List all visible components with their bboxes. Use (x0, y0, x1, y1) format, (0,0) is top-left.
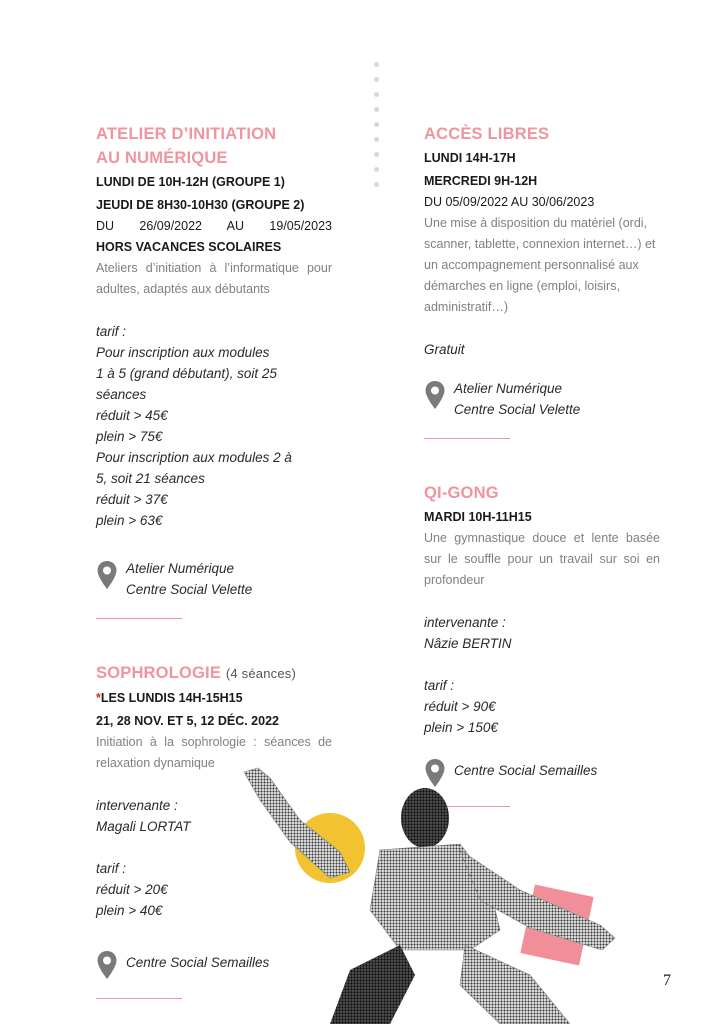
location-text (454, 378, 580, 420)
tarif-line: plein > 63€ (96, 513, 163, 528)
tarif-block (424, 675, 660, 738)
tarif-line: tarif : (424, 678, 455, 693)
tarif-line: réduit > 20€ (96, 882, 168, 897)
atelier-numerique-section (96, 122, 332, 619)
section-title: ACCÈS LIBRES (424, 125, 550, 143)
section-title (96, 661, 332, 686)
location-text: Centre Social Semailles (126, 955, 270, 970)
tarif-line: réduit > 37€ (96, 492, 168, 507)
qi-gong-section (424, 481, 660, 807)
schedule (424, 148, 660, 192)
tarif-line: 5, soit 21 séances (96, 471, 205, 486)
title-line: ATELIER D’INITIATION (96, 125, 277, 143)
tarif-line: plein > 40€ (96, 903, 163, 918)
separator (424, 438, 510, 439)
schedule (96, 688, 332, 732)
intervenante-label: intervenante : (96, 798, 178, 813)
intervenante-label: intervenante : (424, 615, 506, 630)
location-text (126, 558, 252, 600)
tarif-line: tarif : (96, 861, 127, 876)
description: Une gymnastique douce et lente basée sur le souffle pour un travail sur soi en profondeur (424, 531, 660, 587)
description: Ateliers d’initiation à l’informatique pour adultes, adaptés aux débutants (96, 261, 332, 296)
location-line: Centre Social Velette (126, 582, 253, 597)
location-line: Atelier Numérique (454, 381, 563, 396)
date-range: DU 26/09/2022 AU 19/05/2023 (96, 219, 332, 233)
hors-vacances: HORS VACANCES SCOLAIRES (96, 240, 282, 254)
map-pin-icon (96, 950, 118, 980)
description: Initiation à la sophrologie : séances de relaxation dynamique (96, 735, 332, 770)
tarif-line: réduit > 90€ (424, 699, 496, 714)
description: Une mise à disposition du matériel (ordi, scanner, tablette, connexion internet…) et un accompagnement personnalisé aux démarches en ligne (emploi, loisirs, administratif…) (424, 216, 656, 314)
acces-libres-section (424, 122, 660, 439)
intervenante-name: Magali LORTAT (96, 819, 191, 834)
map-pin-icon (96, 560, 118, 590)
schedule: MARDI 10H-11H15 (424, 510, 532, 524)
schedule (96, 172, 332, 216)
section-title: QI-GONG (424, 484, 499, 502)
price: Gratuit (424, 342, 465, 357)
schedule-line: JEUDI DE 8H30-10H30 (GROUPE 2) (96, 198, 305, 212)
location (424, 378, 660, 420)
decorative-dots (374, 62, 380, 197)
tarif-block (96, 321, 332, 531)
tarif-line: plein > 150€ (424, 720, 498, 735)
date-range: DU 05/09/2022 AU 30/06/2023 (424, 195, 595, 209)
schedule-line: LUNDI 14H-17H (424, 151, 516, 165)
schedule-line: LUNDI DE 10H-12H (GROUPE 1) (96, 175, 285, 189)
schedule-line: MERCREDI 9H-12H (424, 174, 538, 188)
session-count: (4 séances) (225, 666, 296, 681)
tarif-line: Pour inscription aux modules 2 à (96, 450, 292, 465)
tarif-line: réduit > 45€ (96, 408, 168, 423)
location (96, 558, 332, 600)
tarif-line: tarif : (96, 324, 127, 339)
intervenante-name: Nâzie BERTIN (424, 636, 512, 651)
tai-chi-figure-illustration (230, 760, 630, 1024)
location-line: Centre Social Velette (454, 402, 581, 417)
tarif-line: Pour inscription aux modules (96, 345, 270, 360)
title-line: AU NUMÉRIQUE (96, 149, 228, 167)
map-pin-icon (424, 380, 446, 410)
location-text: Centre Social Semailles (454, 763, 598, 778)
tarif-line: séances (96, 387, 147, 402)
separator (96, 998, 182, 999)
tarif-line: plein > 75€ (96, 429, 163, 444)
right-column (424, 122, 660, 807)
title-text: SOPHROLOGIE (96, 664, 222, 682)
page-number: 7 (663, 972, 671, 989)
schedule-line: LES LUNDIS 14H-15H15 (100, 691, 243, 705)
location-line: Atelier Numérique (126, 561, 235, 576)
section-title (96, 122, 332, 170)
tarif-line: 1 à 5 (grand débutant), soit 25 (96, 366, 277, 381)
separator (96, 618, 182, 619)
asterisk: * (96, 691, 101, 705)
schedule-line: 21, 28 NOV. ET 5, 12 DÉC. 2022 (96, 714, 279, 728)
